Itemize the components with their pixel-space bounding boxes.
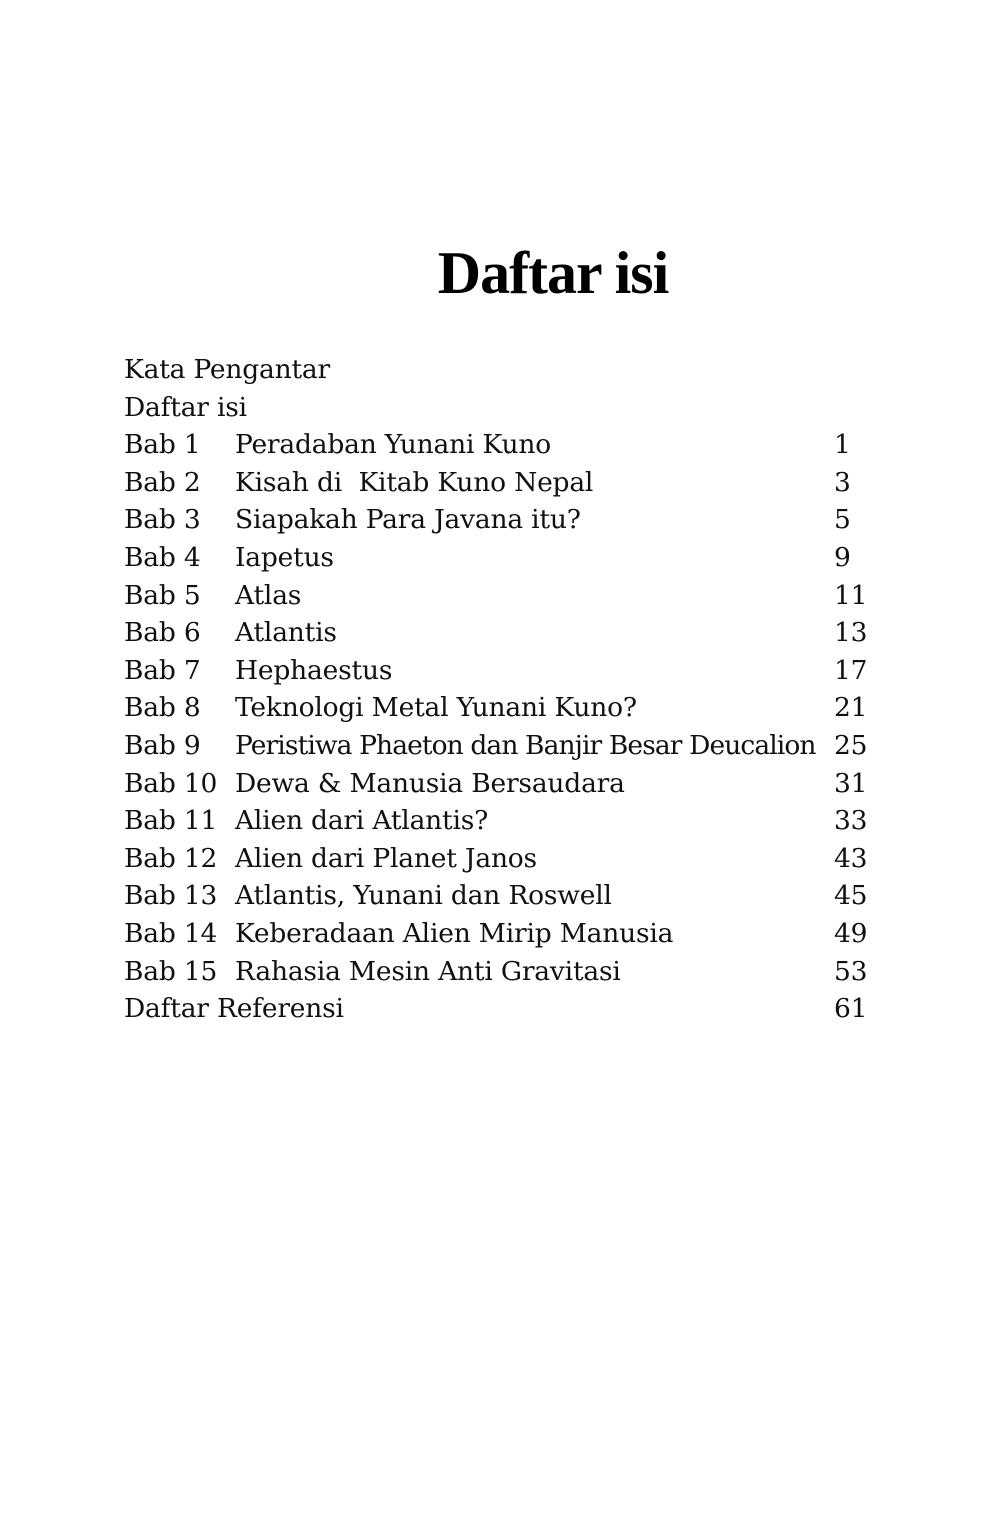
toc-entry-page-number: 61 [834,993,868,1025]
chapter-title: Keberadaan Alien Mirip Manusia [235,917,674,949]
chapter-page-number: 3 [834,466,851,498]
chapter-page-number: 45 [834,880,868,912]
chapter-number: Bab 3 [124,504,201,536]
toc-chapter-row [124,464,884,502]
chapter-page-number: 21 [834,692,868,724]
toc-entry-daftar-isi [124,389,884,427]
chapter-page-number: 11 [834,579,868,611]
chapter-title: Peradaban Yunani Kuno [235,429,551,461]
chapter-page-number: 33 [834,805,868,837]
toc-chapter-row [124,727,884,765]
toc-chapter-row [124,689,884,727]
chapter-number: Bab 6 [124,617,201,649]
page-title: Daftar isi [437,240,669,306]
chapter-title: Atlas [235,579,302,611]
toc-chapter-row [124,915,884,953]
chapter-number: Bab 15 [124,955,218,987]
chapter-number: Bab 13 [124,880,218,912]
chapter-number: Bab 12 [124,842,218,874]
chapter-page-number: 17 [834,654,868,686]
chapter-title: Hephaestus [235,654,393,686]
chapter-title: Kisah di Kitab Kuno Nepal [235,466,594,498]
chapter-page-number: 25 [834,729,868,761]
toc-chapter-row [124,802,884,840]
toc-entry-kata-pengantar [124,351,884,389]
chapter-number: Bab 1 [124,429,201,461]
toc-chapter-row [124,840,884,878]
chapter-page-number: 49 [834,917,868,949]
chapter-page-number: 1 [834,429,851,461]
toc-chapter-row [124,426,884,464]
chapter-number: Bab 5 [124,579,201,611]
toc-entry-title: Kata Pengantar [124,354,331,385]
toc-chapter-row [124,953,884,991]
chapter-number: Bab 2 [124,466,201,498]
toc-chapter-row [124,577,884,615]
chapter-title: Alien dari Planet Janos [235,842,537,874]
chapter-page-number: 13 [834,617,868,649]
chapter-title: Siapakah Para Javana itu? [235,504,581,536]
chapter-page-number: 53 [834,955,868,987]
chapter-title: Atlantis, Yunani dan Roswell [235,880,612,912]
chapter-number: Bab 11 [124,805,218,837]
toc-chapter-row [124,765,884,803]
toc-entry-title: Daftar Referensi [124,993,344,1025]
toc-entry-daftar-referensi [124,990,884,1028]
chapter-title: Dewa & Manusia Bersaudara [235,767,625,799]
toc-chapter-row [124,501,884,539]
chapter-number: Bab 8 [124,692,201,724]
chapter-number: Bab 10 [124,767,218,799]
chapter-number: Bab 7 [124,654,201,686]
toc-chapter-row [124,652,884,690]
chapter-title: Teknologi Metal Yunani Kuno? [235,692,637,724]
toc-chapter-row [124,539,884,577]
chapter-title: Alien dari Atlantis? [235,805,489,837]
toc-entry-title: Daftar isi [124,391,247,423]
chapter-title: Iapetus [235,541,334,573]
chapter-number: Bab 9 [124,729,201,761]
toc-chapter-row [124,614,884,652]
chapter-title: Atlantis [235,617,337,649]
chapter-page-number: 43 [834,842,868,874]
chapter-title: Rahasia Mesin Anti Gravitasi [235,955,621,987]
chapter-title: Peristiwa Phaeton dan Banjir Besar Deucalion [235,729,816,761]
chapter-number: Bab 14 [124,917,218,949]
toc-chapter-row [124,877,884,915]
chapter-page-number: 5 [834,504,851,536]
chapter-number: Bab 4 [124,541,201,573]
chapter-page-number: 9 [834,541,851,573]
chapter-page-number: 31 [834,767,868,799]
table-of-contents [124,351,884,1028]
